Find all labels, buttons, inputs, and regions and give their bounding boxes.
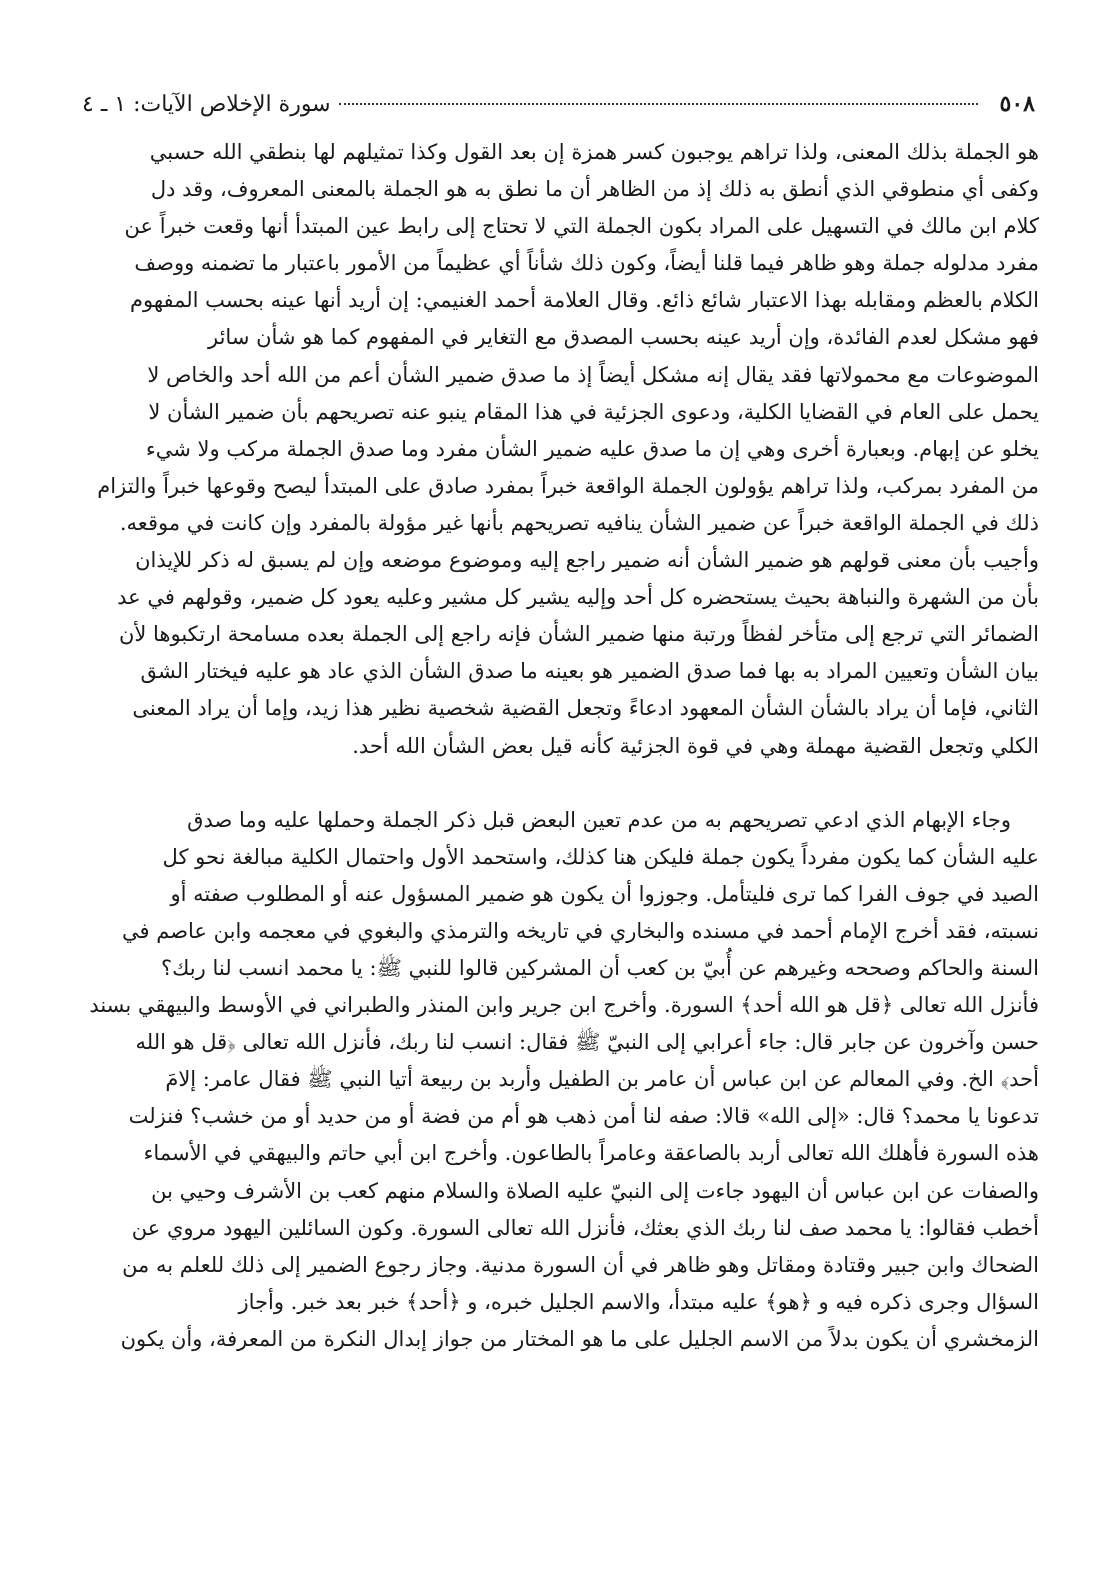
surah-title: سورة الإخلاص الآيات: ١ ـ ٤ (82, 92, 331, 117)
text-line: نسبته، فقد أخرج الإمام أحمد في مسنده والبخاري في تاريخه والترمذي والبغوي في معجمه وابن عاصم في (122, 918, 1039, 943)
text-line: هذه السورة فأهلك الله تعالى أربد بالصاعقة وعامراً بالطاعون. وأخرج ابن أبي حاتم والبيهقي في الأسماء (143, 1141, 1039, 1166)
text-line: بيان الشأن وتعيين المراد به بها فما صدق الضمير هو بعينه ما صدق الشأن الذي عاد هو عليه فيختار الشق (140, 659, 1039, 684)
text-line: السنة والحاكم وصححه وغيرهم عن أُبيّ بن كعب أن المشركين قالوا للنبي ﷺ: يا محمد انسب لنا ربك؟ (160, 955, 1039, 980)
text-line: الكلام بالعظم ومقابله بهذا الاعتبار شائع ذائع. وقال العلامة أحمد الغنيمي: إن أريد أنها عينه بحسب المفهوم (129, 288, 1039, 313)
text-line: وأجيب بأن معنى قولهم هو ضمير الشأن أنه ضمير راجع إليه وموضوع موضعه وإن لم يسبق له ذكر للإيذان (135, 548, 1039, 573)
text-line: والصفات عن ابن عباس أن اليهود جاءت إلى النبيّ عليه الصلاة والسلام منهم كعب بن الأشرف وحيي بن (151, 1178, 1039, 1203)
text-line: الضحاك وابن جبير وقتادة ومقاتل وهو ظاهر في أن السورة مدنية. وجاز رجوع الضمير إلى ذلك للعلم به من (122, 1252, 1039, 1277)
text-line: الصيد في جوف الفرا كما ترى فليتأمل. وجوزوا أن يكون هو ضمير المسؤول عنه أو المطلوب صفته أو (170, 881, 1039, 906)
paragraph-2 (68, 802, 1039, 1358)
text-line: السؤال وجرى ذكره فيه و ﴿هو﴾ عليه مبتدأ، والاسم الجليل خبره، و ﴿أحد﴾ خبر بعد خبر. وأجاز (238, 1289, 1039, 1314)
text-line: الضمائر التي ترجع إلى متأخر لفظاً ورتبة منها ضمير الشأن فإنه راجع إلى الجملة بعده مسامحة ارتكبوها لأن (118, 622, 1039, 647)
text-line: أحد﴾ الخ. وفي المعالم عن ابن عباس أن عامر بن الطفيل وأربد بن ربيعة أتيا النبي ﷺ فقال عامر: إلامَ (165, 1067, 1039, 1092)
text-line: حسن وآخرون عن جابر قال: جاء أعرابي إلى النبيّ ﷺ فقال: انسب لنا ربك، فأنزل الله تعالى ﴿قل هو الله (135, 1030, 1039, 1055)
text-line: أخطب فقالوا: يا محمد صف لنا ربك الذي بعثك، فأنزل الله تعالى السورة. وكون السائلين اليهود مروي عن (131, 1215, 1039, 1240)
text-line: يخلو عن إبهام. وبعبارة أخرى وهي إن ما صدق عليه ضمير الشأن مفرد وما صدق الجملة مركب ولا شيء (145, 436, 1039, 461)
text-line: تدعونا يا محمد؟ قال: «إلى الله» قالا: صفه لنا أمن ذهب هو أم من فضة أو من حديد أو من خشب؟ فنزلت (128, 1104, 1039, 1129)
text-line: الكلي وتجعل القضية مهملة وهي في قوة الجزئية كأنه قيل بعض الشأن الله أحد. (352, 733, 1039, 758)
paragraph-1 (68, 134, 1039, 765)
text-line: فأنزل الله تعالى ﴿قل هو الله أحد﴾ السورة. وأخرج ابن جرير وابن المنذر والطبراني في الأوسط والبيهقي بسند (89, 993, 1039, 1018)
text-line: الزمخشري أن يكون بدلاً من الاسم الجليل على ما هو المختار من جواز إبدال النكرة من المعرفة، وأن يكون (120, 1326, 1039, 1351)
text-line: الثاني، فإما أن يراد بالشأن الشأن المعهود ادعاءً وتجعل القضية شخصية نظير هذا زيد، وإما أن يراد المعنى (132, 696, 1039, 721)
page-body (68, 134, 1039, 1358)
text-line: ذلك في الجملة الواقعة خبراً عن ضمير الشأن ينافيه تصريحهم بأنها غير مؤولة بالمفرد وإن كانت في موقعه. (119, 510, 1039, 535)
text-line: هو الجملة بذلك المعنى، ولذا تراهم يوجبون كسر همزة إن بعد القول وكذا تمثيلهم لها بنطقي الله حسبي (149, 140, 1039, 164)
text-line: وجاء الإبهام الذي ادعي تصريحهم به من عدم تعين البعض قبل ذكر الجملة وحملها عليه وما صدق (187, 807, 1011, 832)
text-line: كلام ابن مالك في التسهيل على المراد بكون الجملة التي لا تحتاج إلى رابط عين المبتدأ أنها وقعت خبراً عن (124, 214, 1039, 239)
text-line: عليه الشأن كما يكون مفرداً يكون جملة فليكن هنا كذلك، واستحمد الأول واحتمال الكلية مبالغة نحو كل (162, 844, 1039, 869)
text-line: وكفى أي منطوقي الذي أنطق به ذلك إذ من الظاهر أن ما نطق به هو الجملة بالمعنى المعروف، وقد دل (150, 177, 1039, 202)
header-leader-dots (339, 103, 978, 105)
paragraph-gap (68, 765, 1039, 802)
text-line: بأن من الشهرة والنباهة بحيث يستحضره كل أحد وإليه يشير كل مشير وعليه يعود كل ضمير، وقولهم في عد (117, 585, 1039, 610)
text-line: من المفرد بمركب، ولذا تراهم يؤولون الجملة الواقعة خبراً بمفرد صادق على المبتدأ ليصح وقوعها خبراً والتزام (97, 473, 1039, 498)
text-line: الموضوعات مع محمولاتها فقد يقال إنه مشكل أيضاً إذ ما صدق ضمير الشأن أعم من الله أحد والخاص لا (147, 362, 1039, 387)
text-line: مفرد مدلوله جملة وهو ظاهر فيما قلنا أيضاً، وكون ذلك شأناً أي عظيماً من الأمور باعتبار ما تضمنه ووصف (134, 251, 1039, 276)
text-line: فهو مشكل لعدم الفائدة، وإن أريد عينه بحسب المصدق مع التغاير في المفهوم كما هو شأن سائر (208, 325, 1039, 350)
page-number: ٥٠٨ (999, 91, 1035, 117)
text-line: يحمل على العام في القضايا الكلية، ودعوى الجزئية في هذا المقام ينبو عنه تصريحهم بأن ضمير الشأن لا (148, 399, 1039, 424)
page-header (82, 88, 1035, 121)
